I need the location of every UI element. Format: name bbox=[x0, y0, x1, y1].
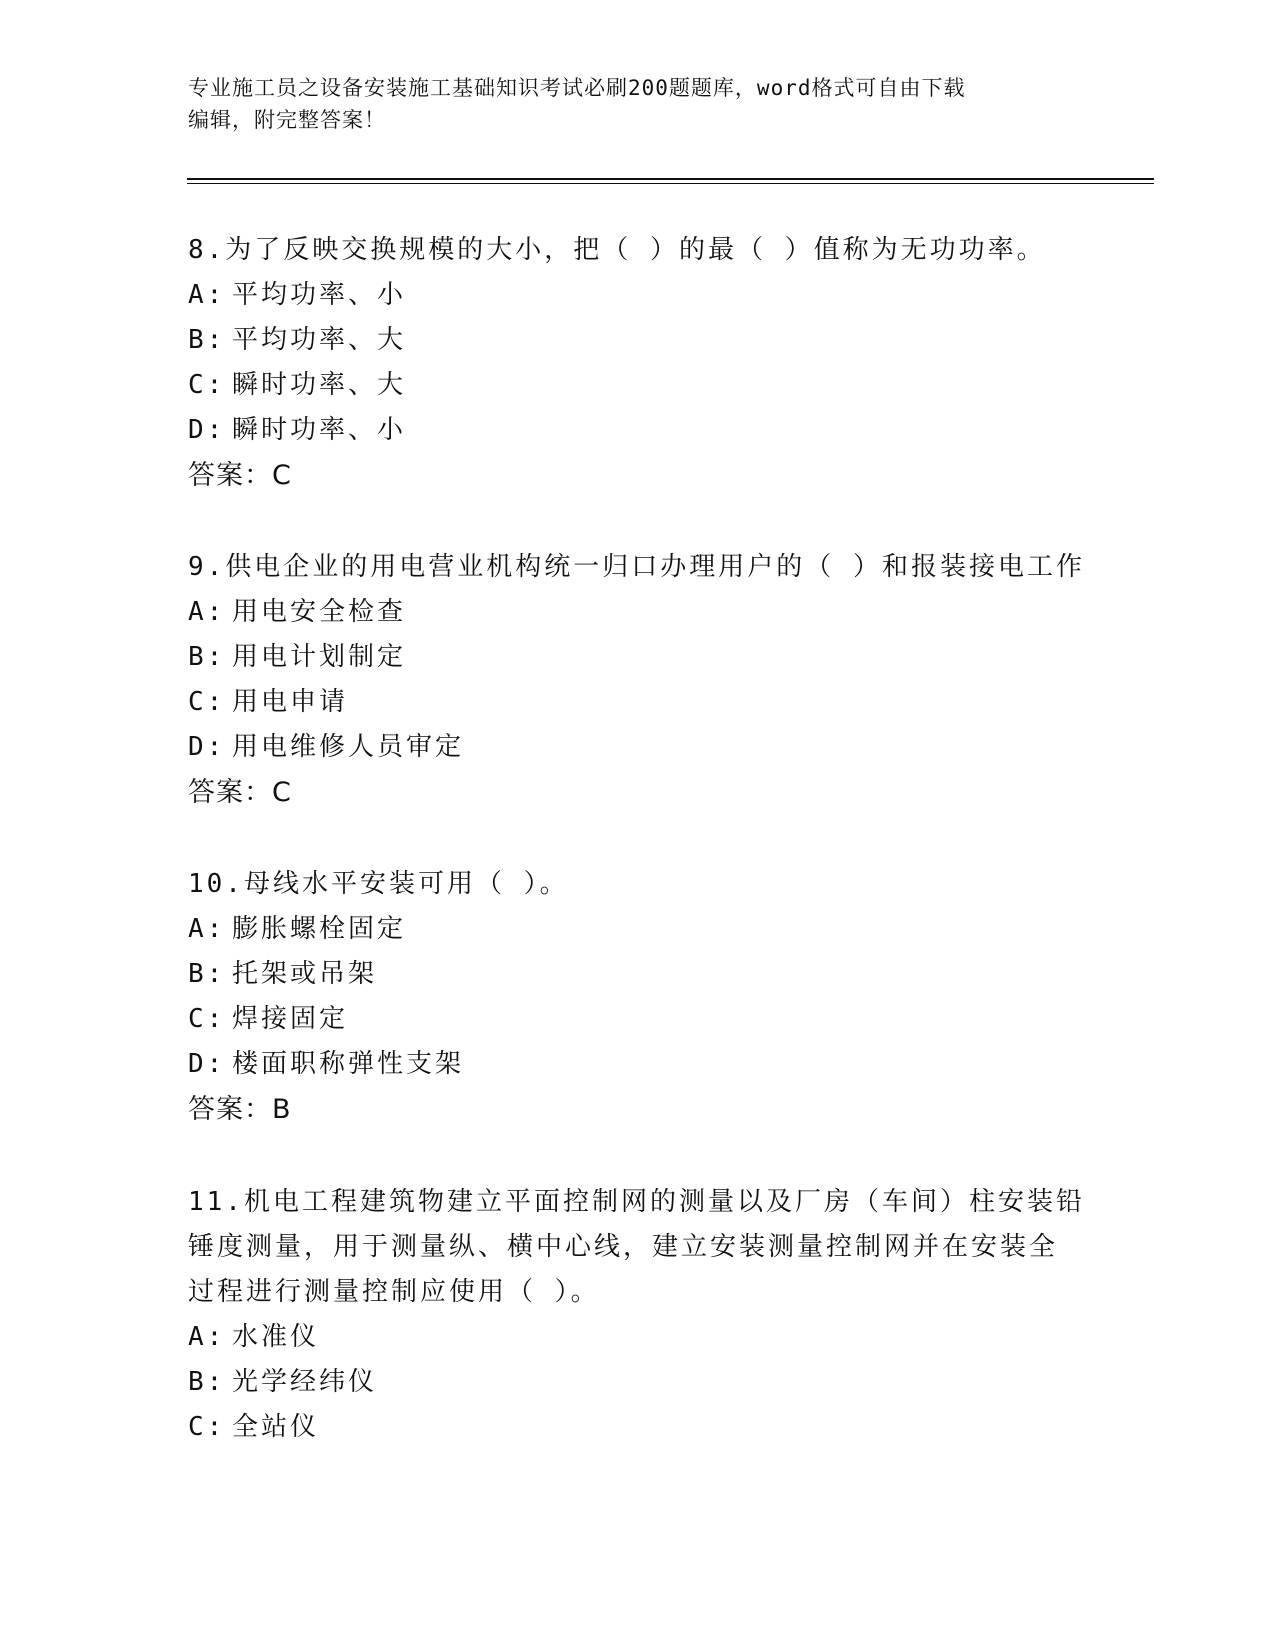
question-block bbox=[188, 228, 1088, 498]
question-stem-line: 过程进行测量控制应使用（ ）。 bbox=[188, 1277, 600, 1307]
question-stem-line: 8.为了反映交换规模的大小，把（ ）的最（ ）值称为无功功率。 bbox=[188, 235, 1046, 265]
option-b bbox=[188, 635, 1088, 680]
header-divider-thin bbox=[187, 183, 1154, 184]
header-title-line-2: 编辑，附完整答案！ bbox=[188, 108, 386, 132]
option-key: A: bbox=[188, 597, 226, 627]
option-text: 瞬时功率、小 bbox=[232, 415, 407, 445]
option-text: 平均功率、大 bbox=[232, 325, 407, 355]
header-title-line-1: 专业施工员之设备安装施工基础知识考试必刷200题题库，word格式可自由下载 bbox=[188, 76, 966, 100]
option-key: D: bbox=[188, 1049, 226, 1079]
option-key: B: bbox=[188, 959, 226, 989]
question-block bbox=[188, 1180, 1088, 1450]
option-d bbox=[188, 408, 1088, 453]
option-d bbox=[188, 725, 1088, 770]
option-key: B: bbox=[188, 642, 226, 672]
option-text: 平均功率、小 bbox=[232, 280, 407, 310]
option-a bbox=[188, 273, 1088, 318]
option-key: C: bbox=[188, 370, 226, 400]
option-text: 用电安全检查 bbox=[232, 597, 407, 627]
option-key: B: bbox=[188, 325, 226, 355]
option-key: D: bbox=[188, 732, 226, 762]
answer-line: 答案：C bbox=[188, 777, 292, 808]
option-key: A: bbox=[188, 1322, 226, 1352]
option-text: 用电计划制定 bbox=[232, 642, 407, 672]
option-text: 托架或吊架 bbox=[232, 959, 378, 989]
answer-line: 答案：B bbox=[188, 1094, 292, 1125]
option-b bbox=[188, 1360, 1088, 1405]
question-stem-line: 9.供电企业的用电营业机构统一归口办理用户的（ ）和报装接电工作 bbox=[188, 552, 1085, 582]
option-b bbox=[188, 952, 1088, 997]
question-stem-line: 锤度测量，用于测量纵、横中心线，建立安装测量控制网并在安装全 bbox=[188, 1232, 1059, 1262]
question-stem bbox=[188, 545, 1088, 590]
option-key: C: bbox=[188, 687, 226, 717]
option-text: 楼面职称弹性支架 bbox=[232, 1049, 465, 1079]
option-text: 膨胀螺栓固定 bbox=[232, 914, 407, 944]
option-text: 用电维修人员审定 bbox=[232, 732, 465, 762]
option-a bbox=[188, 1315, 1088, 1360]
option-key: A: bbox=[188, 280, 226, 310]
option-text: 瞬时功率、大 bbox=[232, 370, 407, 400]
option-c bbox=[188, 363, 1088, 408]
option-text: 水准仪 bbox=[232, 1322, 320, 1352]
option-key: C: bbox=[188, 1004, 226, 1034]
option-c bbox=[188, 1405, 1088, 1450]
option-key: C: bbox=[188, 1412, 226, 1442]
question-block bbox=[188, 545, 1088, 815]
option-text: 用电申请 bbox=[232, 687, 349, 717]
option-text: 焊接固定 bbox=[232, 1004, 349, 1034]
option-a bbox=[188, 590, 1088, 635]
answer-line: 答案：C bbox=[188, 460, 292, 491]
question-block bbox=[188, 862, 1088, 1132]
question-stem bbox=[188, 862, 1088, 907]
option-a bbox=[188, 907, 1088, 952]
option-key: B: bbox=[188, 1367, 226, 1397]
question-stem-line: 11.机电工程建筑物建立平面控制网的测量以及厂房（车间）柱安装铅 bbox=[188, 1187, 1085, 1217]
question-stem bbox=[188, 228, 1088, 273]
option-c bbox=[188, 997, 1088, 1042]
option-b bbox=[188, 318, 1088, 363]
document-header bbox=[188, 72, 1088, 136]
option-key: A: bbox=[188, 914, 226, 944]
option-text: 全站仪 bbox=[232, 1412, 320, 1442]
option-key: D: bbox=[188, 415, 226, 445]
question-stem bbox=[188, 1180, 1088, 1315]
header-divider-thick bbox=[187, 178, 1154, 180]
option-text: 光学经纬仪 bbox=[232, 1367, 378, 1397]
option-d bbox=[188, 1042, 1088, 1087]
option-c bbox=[188, 680, 1088, 725]
question-stem-line: 10.母线水平安装可用（ ）。 bbox=[188, 869, 569, 899]
